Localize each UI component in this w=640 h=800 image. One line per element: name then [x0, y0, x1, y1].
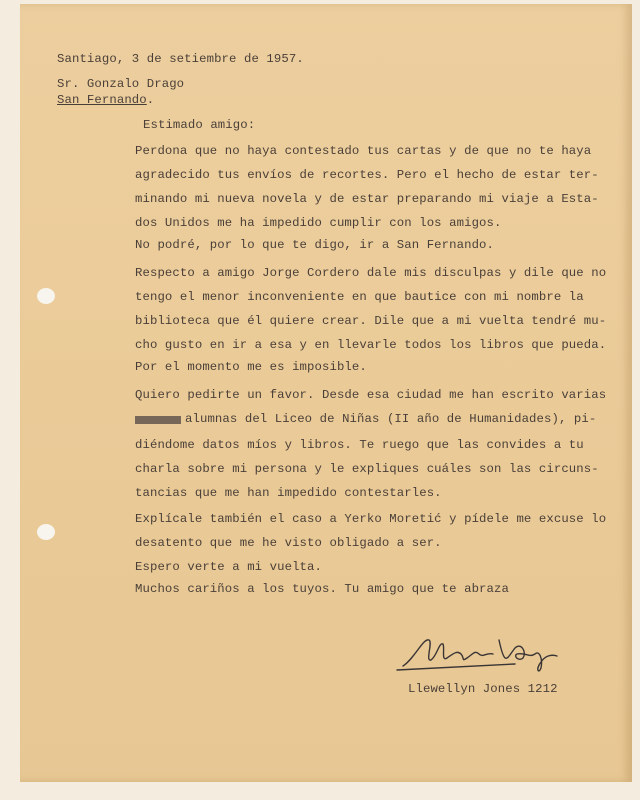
- body-line: tancias que me han impedido contestarles.: [135, 486, 442, 500]
- body-line: diéndome datos míos y libros. Te ruego que las convides a tu: [135, 438, 584, 452]
- body-line: agradecido tus envíos de recortes. Pero el hecho de estar ter-: [135, 168, 599, 182]
- recipient-city-period: .: [146, 93, 155, 107]
- handwritten-signature: [395, 628, 575, 678]
- body-line: No podré, por lo que te digo, ir a San Fernando.: [135, 238, 495, 252]
- body-line: desatento que me he visto obligado a ser.: [135, 536, 442, 550]
- body-line: Respecto a amigo Jorge Cordero dale mis disculpas y dile que no: [135, 266, 607, 280]
- recipient-city: San Fernando: [57, 93, 147, 107]
- letter-date: Santiago, 3 de setiembre de 1957.: [57, 52, 304, 66]
- body-line: Por el momento me es imposible.: [135, 360, 367, 374]
- body-line: Explícale también el caso a Yerko Moretić y pídele me excuse lo: [135, 512, 607, 526]
- body-line: Quiero pedirte un favor. Desde esa ciudad me han escrito varias: [135, 388, 607, 402]
- body-line: Muchos cariños a los tuyos. Tu amigo que te abraza: [135, 582, 509, 596]
- body-line: tengo el menor inconveniente en que bautice con mi nombre la: [135, 290, 584, 304]
- body-line: biblioteca que él quiere crear. Dile que a mi vuelta tendré mu-: [135, 314, 607, 328]
- body-line: cho gusto en ir a esa y en llevarle todos los libros que pueda.: [135, 338, 607, 352]
- recipient-city-line: [57, 93, 154, 107]
- salutation: Estimado amigo:: [143, 118, 256, 132]
- recipient-name: Sr. Gonzalo Drago: [57, 77, 185, 91]
- body-line: charla sobre mi persona y le expliques cuáles son las circuns-: [135, 462, 599, 476]
- punch-hole: [37, 524, 55, 540]
- sender-address: Llewellyn Jones 1212: [408, 682, 558, 696]
- body-line: minando mi nueva novela y de estar preparando mi viaje a Esta-: [135, 192, 599, 206]
- body-line: alumnas del Liceo de Niñas (II año de Humanidades), pi-: [185, 412, 597, 426]
- body-line: dos Unidos me ha impedido cumplir con los amigos.: [135, 216, 502, 230]
- body-line: Perdona que no haya contestado tus cartas y de que no te haya: [135, 144, 592, 158]
- struck-out-text: [135, 416, 181, 424]
- punch-hole: [37, 288, 55, 304]
- body-line: Espero verte a mi vuelta.: [135, 560, 322, 574]
